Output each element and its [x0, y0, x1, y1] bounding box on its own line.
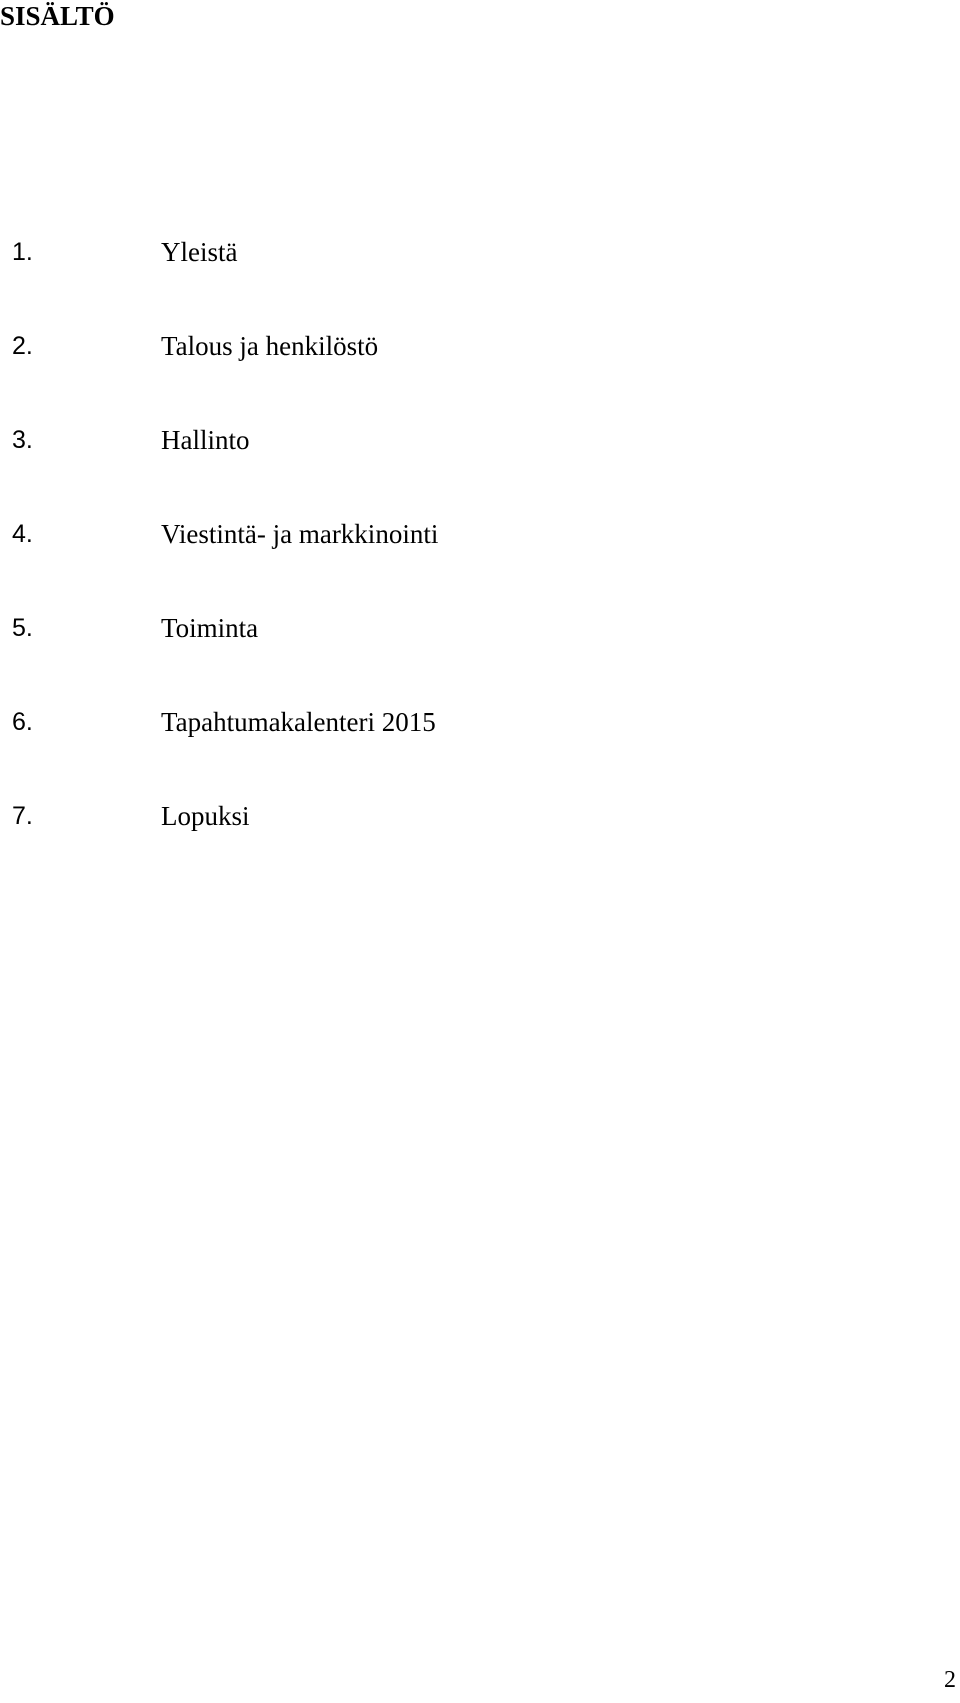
toc-item-4: [0, 518, 700, 612]
toc-item-2: [0, 330, 700, 424]
toc-item-label: Talous ja henkilöstö: [161, 331, 379, 361]
toc-item-label: Toiminta: [161, 613, 259, 643]
toc-item-1: [0, 236, 700, 330]
toc-item-6: [0, 706, 700, 800]
toc-item-number: 1.: [12, 238, 33, 266]
toc-item-number: 7.: [12, 802, 33, 830]
toc-item-label: Lopuksi: [161, 801, 250, 831]
toc-item-5: [0, 612, 700, 706]
toc-item-label: Yleistä: [161, 237, 238, 267]
toc-item-number: 3.: [12, 426, 33, 454]
toc-item-number: 2.: [12, 332, 33, 360]
toc-item-3: [0, 424, 700, 518]
toc-item-label: Tapahtumakalenteri 2015: [161, 707, 436, 737]
toc-item-7: [0, 800, 700, 894]
toc-item-number: 4.: [12, 520, 33, 548]
page-number: 2: [944, 1667, 956, 1693]
table-of-contents: [0, 236, 700, 894]
toc-item-number: 5.: [12, 614, 33, 642]
page-title: SISÄLTÖ: [0, 1, 115, 31]
toc-item-label: Hallinto: [161, 425, 250, 455]
toc-item-number: 6.: [12, 708, 33, 736]
toc-item-label: Viestintä- ja markkinointi: [161, 519, 439, 549]
